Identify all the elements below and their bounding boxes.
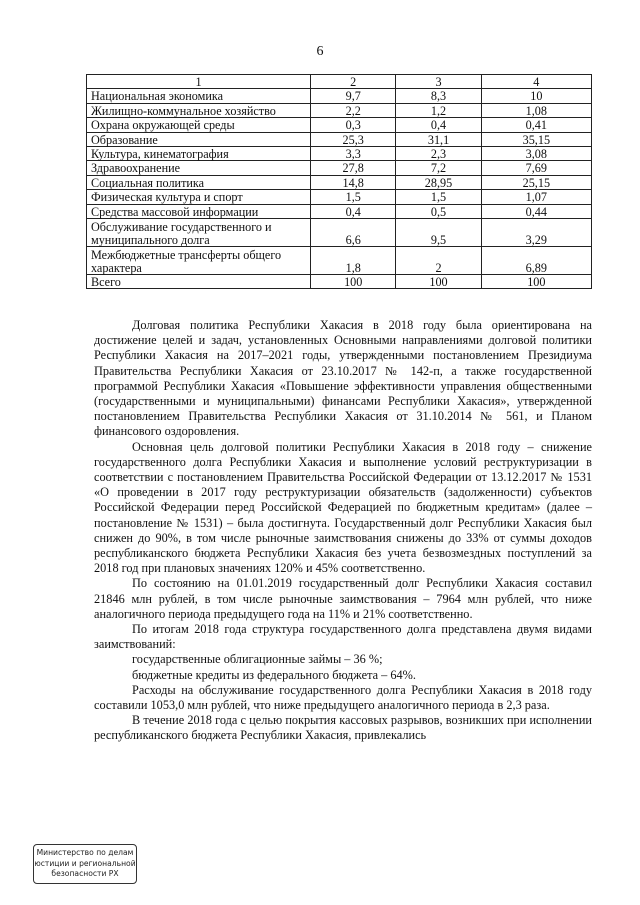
row-name: Обслуживание государственного и муниципального долга bbox=[87, 219, 311, 247]
row-value: 1,5 bbox=[311, 190, 396, 204]
table-row bbox=[87, 204, 592, 218]
row-value: 2,3 bbox=[396, 147, 481, 161]
row-name: Физическая культура и спорт bbox=[87, 190, 311, 204]
row-value: 0,3 bbox=[311, 118, 396, 132]
row-value: 100 bbox=[481, 275, 591, 289]
row-value: 27,8 bbox=[311, 161, 396, 175]
row-value: 1,8 bbox=[311, 247, 396, 275]
table-row bbox=[87, 103, 592, 117]
row-value: 35,15 bbox=[481, 132, 591, 146]
row-name: Социальная политика bbox=[87, 175, 311, 189]
table-total-row bbox=[87, 275, 592, 289]
row-value: 100 bbox=[396, 275, 481, 289]
row-name: Национальная экономика bbox=[87, 89, 311, 103]
row-value: 31,1 bbox=[396, 132, 481, 146]
table-row bbox=[87, 89, 592, 103]
row-value: 25,3 bbox=[311, 132, 396, 146]
paragraph: По итогам 2018 года структура государственного долга представлена двумя видами заимствований: bbox=[94, 622, 592, 652]
paragraph: По состоянию на 01.01.2019 государственный долг Республики Хакасия составил 21846 млн рублей, в том числе рыночные заимствования – 7964 млн рублей, что ниже аналогичного периода предыдущего года на 11% и 21% соответственно. bbox=[94, 576, 592, 621]
row-value: 1,2 bbox=[396, 103, 481, 117]
row-name: Жилищно-коммунальное хозяйство bbox=[87, 103, 311, 117]
row-name: Здравоохранение bbox=[87, 161, 311, 175]
row-value: 0,44 bbox=[481, 204, 591, 218]
row-value: 9,5 bbox=[396, 219, 481, 247]
table-row bbox=[87, 118, 592, 132]
body-text bbox=[94, 318, 592, 744]
row-value: 2 bbox=[396, 247, 481, 275]
row-name: Культура, кинематография bbox=[87, 147, 311, 161]
row-value: 9,7 bbox=[311, 89, 396, 103]
table-row bbox=[87, 247, 592, 275]
table-header-cell: 3 bbox=[396, 75, 481, 89]
row-value: 6,89 bbox=[481, 247, 591, 275]
table-row bbox=[87, 219, 592, 247]
table-row bbox=[87, 175, 592, 189]
row-value: 0,41 bbox=[481, 118, 591, 132]
table-header-cell: 1 bbox=[87, 75, 311, 89]
row-value: 3,08 bbox=[481, 147, 591, 161]
table-row bbox=[87, 147, 592, 161]
row-name: Средства массовой информации bbox=[87, 204, 311, 218]
ministry-stamp bbox=[33, 844, 137, 884]
row-value: 0,5 bbox=[396, 204, 481, 218]
row-value: 3,29 bbox=[481, 219, 591, 247]
paragraph: Расходы на обслуживание государственного долга Республики Хакасия в 2018 году составили 1053,0 млн рублей, что ниже предыдущего аналогичного периода в 2,3 раза. bbox=[94, 682, 592, 713]
table-row bbox=[87, 132, 592, 146]
row-value: 2,2 bbox=[311, 103, 396, 117]
paragraph: Долговая политика Республики Хакасия в 2018 году была ориентирована на достижение целей и задач, установленных Основными направлениями долговой политики Республики Хакасия на 2017–2021 годы, утвержденными постановлением Президиума Правительства Республики Хакасия от 23.10.2017 № 142-п, а также государственной программой Республики Хакасия «Повышение эффективности управления общественными (государственными и муниципальными) финансами Республики Хакасия», утвержденной постановлением Правительства Республики Хакасия от 31.10.2014 № 561, и Планом финансового оздоровления. bbox=[94, 318, 592, 439]
row-value: 8,3 bbox=[396, 89, 481, 103]
paragraph: В течение 2018 года с целью покрытия кассовых разрывов, возникших при исполнении республиканского бюджета Республики Хакасия, привлекались bbox=[94, 713, 592, 743]
row-value: 10 bbox=[481, 89, 591, 103]
row-value: 7,69 bbox=[481, 161, 591, 175]
budget-structure-table bbox=[86, 74, 592, 289]
row-value: 3,3 bbox=[311, 147, 396, 161]
table-header-cell: 2 bbox=[311, 75, 396, 89]
list-item: государственные облигационные займы – 36 %; bbox=[132, 652, 383, 667]
table-row bbox=[87, 190, 592, 204]
row-value: 100 bbox=[311, 275, 396, 289]
row-name: Межбюджетные трансферты общего характера bbox=[87, 247, 311, 275]
row-value: 1,08 bbox=[481, 103, 591, 117]
row-value: 0,4 bbox=[311, 204, 396, 218]
page-number: 6 bbox=[316, 44, 324, 59]
paragraph: Основная цель долговой политики Республики Хакасия в 2018 году – снижение государственного долга Республики Хакасия и выполнение условий реструктуризации в соответствии с постановлением Правительства Российской Федерации от 13.12.2017 № 1531 «О проведении в 2017 году реструктуризации обязательств (задолженности) субъектов Российской Федерации перед Российской Федерацией по бюджетным кредитам» (далее – постановление № 1531) – была достигнута. Государственный долг Республики Хакасия был снижен до 90%, в том числе рыночные заимствования снижены до 33% от суммы доходов республиканского бюджета Республики Хакасия без учета безвозмездных поступлений за 2018 год при плановых значениях 120% и 45% соответственно. bbox=[94, 439, 592, 576]
table-row bbox=[87, 161, 592, 175]
row-value: 1,5 bbox=[396, 190, 481, 204]
row-name: Охрана окружающей среды bbox=[87, 118, 311, 132]
stamp-line: Министерство по делам bbox=[36, 848, 134, 857]
row-value: 1,07 bbox=[481, 190, 591, 204]
row-value: 25,15 bbox=[481, 175, 591, 189]
stamp-line: безопасности РХ bbox=[51, 869, 119, 878]
row-value: 6,6 bbox=[311, 219, 396, 247]
row-name: Образование bbox=[87, 132, 311, 146]
row-value: 14,8 bbox=[311, 175, 396, 189]
row-value: 28,95 bbox=[396, 175, 481, 189]
list-item: бюджетные кредиты из федерального бюджета – 64%. bbox=[132, 667, 416, 682]
row-value: 7,2 bbox=[396, 161, 481, 175]
row-name: Всего bbox=[87, 275, 311, 289]
row-value: 0,4 bbox=[396, 118, 481, 132]
table-header-row bbox=[87, 75, 592, 89]
table-header-cell: 4 bbox=[481, 75, 591, 89]
stamp-line: юстиции и региональной bbox=[34, 858, 136, 868]
